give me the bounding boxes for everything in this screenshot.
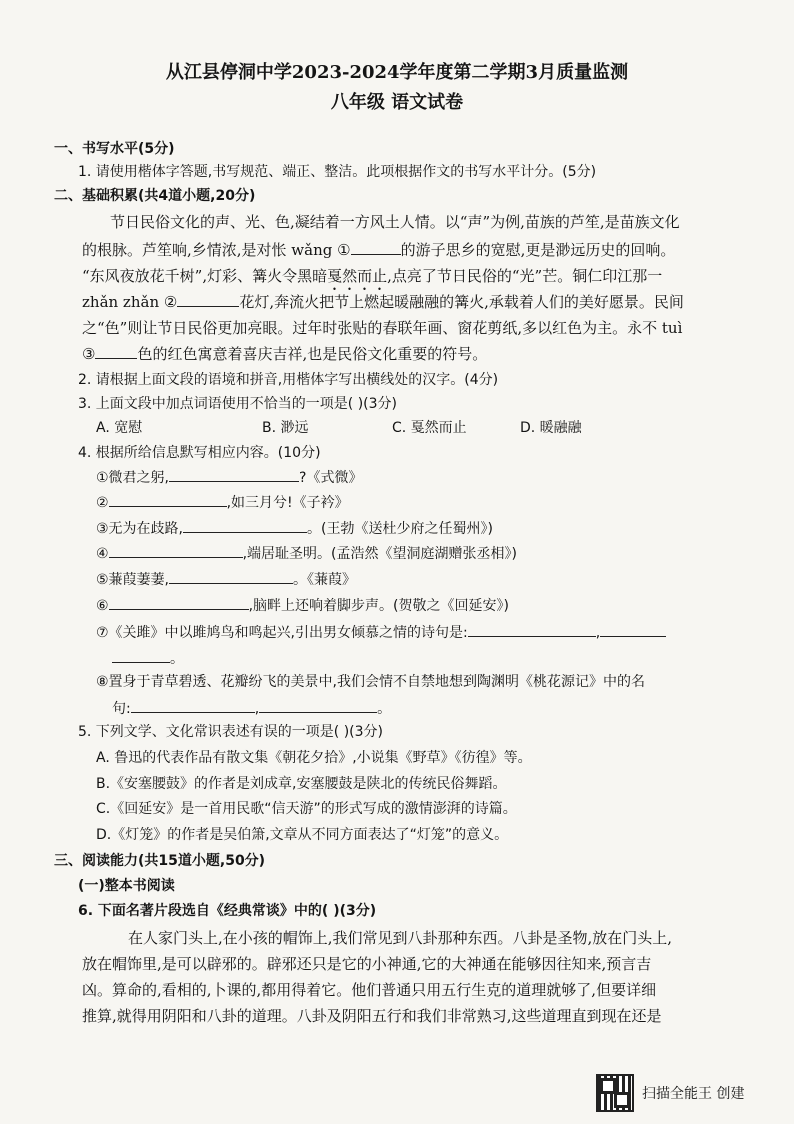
q5-option-a[interactable]: A. 鲁迅的代表作品有散文集《朝花夕拾》,小说集《野草》《彷徨》等。: [96, 750, 532, 766]
q3-option-a[interactable]: A. 宽慰: [96, 420, 143, 436]
question-2: 2. 请根据上面文段的语境和拼音,用楷体字写出横线处的汉字。(4分): [78, 372, 499, 388]
recite-item-1: ①微君之躬, ?《式微》: [96, 467, 362, 488]
dotted-phrase: 戛然而止: [327, 267, 388, 285]
q5-option-d[interactable]: D.《灯笼》的作者是吴伯箫,文章从不同方面表达了“灯笼”的意义。: [96, 827, 509, 843]
scanner-app-label: 扫描全能王 创建: [642, 1086, 745, 1102]
section-heading-1: 一、书写水平(5分): [54, 141, 175, 157]
qr-code-icon: [596, 1074, 634, 1112]
recite-item-6: ⑥ ,脑畔上还响着脚步声。(贺敬之《回延安》): [96, 595, 509, 616]
recite-blank-6[interactable]: [109, 595, 249, 610]
recite-item-2: ② ,如三月兮!《子衿》: [96, 492, 349, 513]
recite-blank-5[interactable]: [169, 569, 293, 584]
excerpt-line-2: 放在帽饰里,是可以辟邪的。辟邪还只是它的小神通,它的大神通在能够因往知来,预言吉: [82, 955, 652, 973]
recite-item-8: ⑧置身于青草碧透、花瓣纷飞的美景中,我们会情不自禁地想到陶渊明《桃花源记》中的名: [96, 674, 645, 690]
question-1: 1. 请使用楷体字答题,书写规范、端正、整洁。此项根据作文的书写水平计分。(5分): [78, 164, 597, 180]
recite-item-7-cont: 。: [112, 648, 184, 669]
recite-item-3: ③无为在歧路, 。(王勃《送杜少府之任蜀州》): [96, 518, 493, 539]
recite-blank-7b[interactable]: [600, 622, 666, 637]
answer-blank-2[interactable]: [177, 292, 239, 307]
recite-blank-4[interactable]: [109, 543, 243, 558]
question-4: 4. 根据所给信息默写相应内容。(10分): [78, 445, 321, 461]
recite-blank-3[interactable]: [183, 518, 307, 533]
q3-option-d[interactable]: D. 暖融融: [520, 420, 582, 436]
recite-item-7: ⑦《关雎》中以雎鸠鸟和鸣起兴,引出男女倾慕之情的诗句是: ,: [96, 622, 666, 643]
passage-line-4: zhǎn zhǎn ② 花灯,奔流火把节上燃起暖融融的篝火,承载着人们的美好愿景。民间: [82, 293, 684, 311]
excerpt-line-1: 在人家门头上,在小孩的帽饰上,我们常见到八卦那种东西。八卦是圣物,放在门头上,: [128, 929, 673, 947]
passage-line-1: 节日民俗文化的声、光、色,凝结着一方风土人情。以“声”为例,苗族的芦笙,是苗族文化: [110, 213, 680, 231]
recite-blank-7a[interactable]: [468, 622, 596, 637]
q3-option-c[interactable]: C. 戛然而止: [392, 420, 467, 436]
q3-option-b[interactable]: B. 渺远: [262, 420, 309, 436]
recite-item-8-cont: 句: , 。: [112, 698, 391, 719]
recite-blank-8b[interactable]: [259, 698, 377, 713]
recite-blank-1[interactable]: [169, 467, 299, 482]
part-heading-1: (一)整本书阅读: [78, 878, 175, 894]
question-5: 5. 下列文学、文化常识表述有误的一项是( )(3分): [78, 724, 384, 740]
section-heading-3: 三、阅读能力(共15道小题,50分): [54, 853, 266, 869]
passage-line-2: 的根脉。芦笙响,乡情浓,是对怅 wǎng ① 的游子思乡的宽慰,更是渺远历史的回响。: [82, 241, 676, 259]
answer-blank-3[interactable]: [95, 344, 137, 359]
exam-subtitle: 八年级 语文试卷: [330, 92, 464, 113]
recite-item-4: ④ ,端居耻圣明。(孟浩然《望洞庭湖赠张丞相》): [96, 543, 517, 564]
excerpt-line-4: 推算,就得用阴阳和八卦的道理。八卦及阴阳五行和我们非常熟习,这些道理直到现在还是: [82, 1007, 662, 1025]
question-6: 6. 下面名著片段选自《经典常谈》中的( )(3分): [78, 903, 377, 919]
passage-line-5: 之“色”则让节日民俗更加亮眼。过年时张贴的春联年画、窗花剪纸,多以红色为主。永不 tuì: [82, 319, 683, 337]
excerpt-line-3: 凶。算命的,看相的,卜课的,都用得着它。他们普通只用五行生克的道理就够了,但要详细: [82, 981, 657, 999]
answer-blank-1[interactable]: [351, 240, 401, 255]
recite-blank-7c[interactable]: [112, 648, 170, 663]
exam-title: 从江县停洞中学2023-2024学年度第二学期3月质量监测: [165, 62, 629, 83]
question-3: 3. 上面文段中加点词语使用不恰当的一项是( )(3分): [78, 396, 398, 412]
recite-blank-8a[interactable]: [131, 698, 255, 713]
recite-blank-2[interactable]: [109, 492, 227, 507]
q5-option-c[interactable]: C.《回延安》是一首用民歌“信天游”的形式写成的激情澎湃的诗篇。: [96, 801, 517, 817]
passage-line-6: ③ 色的红色寓意着喜庆吉祥,也是民俗文化重要的符号。: [82, 345, 488, 363]
section-heading-2: 二、基础积累(共4道小题,20分): [54, 188, 256, 204]
recite-item-5: ⑤蒹葭萋萋, 。《蒹葭》: [96, 569, 356, 590]
passage-line-3: “东风夜放花千树”,灯彩、篝火令黑暗戛然而止,点亮了节日民俗的“光”芒。铜仁印江那一: [82, 267, 663, 285]
q5-option-b[interactable]: B.《安塞腰鼓》的作者是刘成章,安塞腰鼓是陕北的传统民俗舞蹈。: [96, 776, 507, 792]
scanner-watermark: [596, 1074, 744, 1112]
